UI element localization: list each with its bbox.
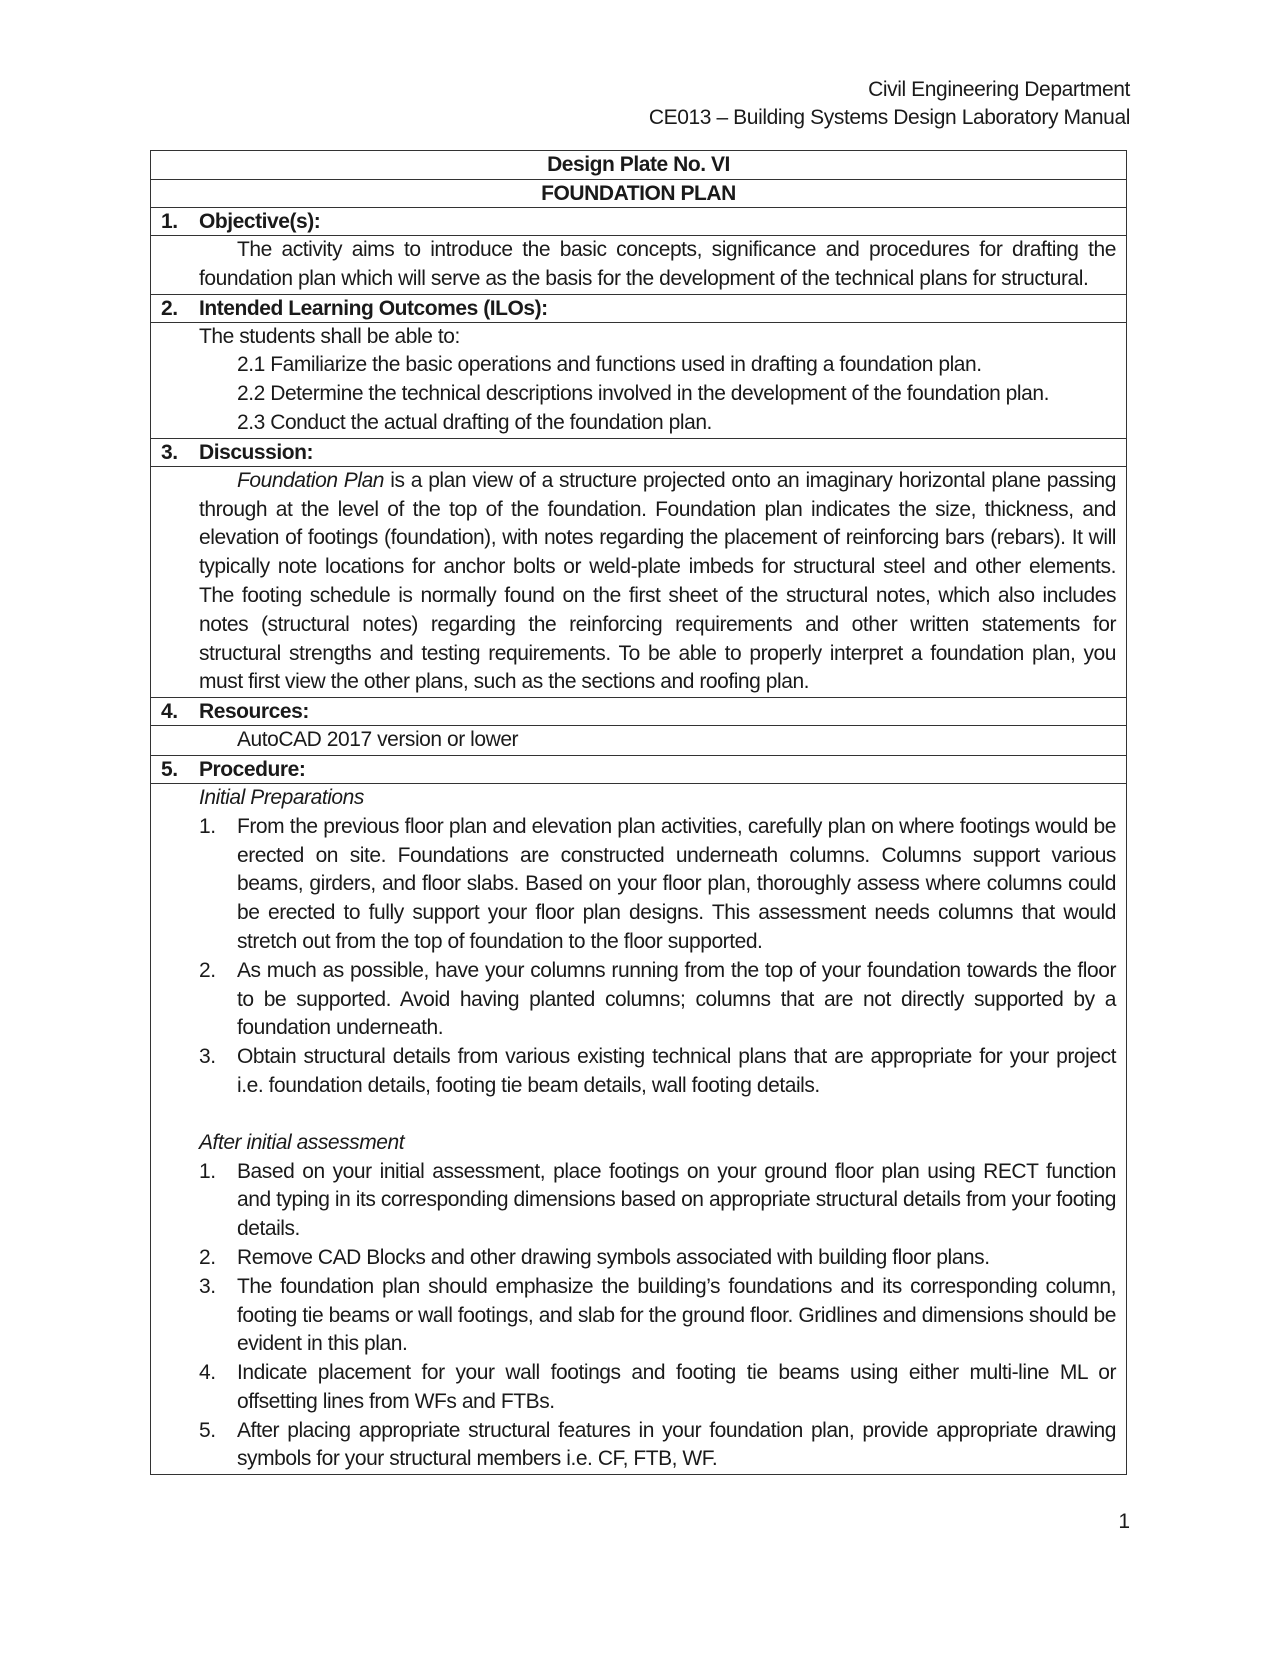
resources-text: AutoCAD 2017 version or lower [237, 728, 519, 752]
step-text: Based on your initial assessment, place footings on your ground floor plan using RECT function and typing in its corresponding dimensions based on appropriate structural details from your footing details. [237, 1159, 1116, 1241]
list-item [199, 1043, 1116, 1101]
section-number: 1. [161, 210, 178, 233]
section-procedure-heading [151, 755, 1126, 783]
section-discussion-heading [151, 438, 1126, 466]
section-title: Intended Learning Outcomes (ILOs): [199, 296, 548, 320]
department-name: Civil Engineering Department [868, 78, 1130, 101]
ilo-body [151, 322, 1126, 438]
plate-number: Design Plate No. VI [547, 153, 730, 176]
step-number: 4. [199, 1361, 216, 1385]
step-text: Remove CAD Blocks and other drawing symbols associated with building floor plans. [237, 1245, 990, 1269]
ilo-item: 2.1 Familiarize the basic operations and functions used in drafting a foundation plan. [237, 353, 982, 377]
after-steps-list [199, 1158, 1116, 1475]
manual-title: CE013 – Building Systems Design Laboratory Manual [648, 106, 1130, 129]
ilo-item: 2.3 Conduct the actual drafting of the foundation plan. [237, 410, 712, 434]
step-number: 2. [199, 1245, 216, 1269]
initial-steps-list [199, 813, 1116, 1101]
procedure-body [151, 783, 1126, 1474]
after-assessment-title: After initial assessment [199, 1130, 405, 1154]
page-number: 1 [1118, 1510, 1130, 1533]
list-item [199, 957, 1116, 1043]
discussion-term: Foundation Plan [237, 468, 385, 492]
discussion-paragraph [199, 467, 1116, 697]
objectives-text: The activity aims to introduce the basic concepts, significance and procedures for drafting the foundation plan which will serve as the basis for the development of the technical plans for structural. [199, 238, 1116, 290]
section-resources-heading [151, 697, 1126, 725]
section-title: Procedure: [199, 757, 306, 781]
step-text: As much as possible, have your columns running from the top of your foundation towards the floor to be supported. Avoid having planted columns; columns that are not directly supported by a foundation underneath. [237, 958, 1116, 1040]
section-number: 2. [161, 296, 178, 320]
step-number: 1. [199, 1159, 216, 1183]
discussion-text: is a plan view of a structure projected onto an imaginary horizontal plane passing through at the level of the top of the foundation. Foundation plan indicates the size, thickness, and elevation of footings (foundation), with notes regarding the placement of reinforcing bars (rebars). It will typically note locations for anchor bolts or weld-plate imbeds for structural steel and other elements. The footing schedule is normally found on the first sheet of the structural notes, which also includes notes (structural notes) regarding the reinforcing requirements and other written statements for structural strengths and testing requirements. To be able to properly interpret a foundation plan, you must first view the other plans, such as the sections and roofing plan. [199, 468, 1117, 694]
section-title: Discussion: [199, 440, 314, 464]
plate-title: FOUNDATION PLAN [151, 179, 1126, 207]
step-number: 2. [199, 958, 216, 982]
design-plate-table [150, 150, 1127, 1475]
list-item [199, 1244, 1116, 1273]
ilo-item: 2.2 Determine the technical descriptions involved in the development of the foundation plan. [237, 382, 1049, 406]
section-number: 5. [161, 757, 178, 781]
section-title: Objective(s): [199, 210, 321, 233]
ilo-intro: The students shall be able to: [199, 324, 460, 348]
discussion-body [151, 466, 1126, 697]
step-text: Indicate placement for your wall footings and footing tie beams using either multi-line ML or offsetting lines from WFs and FTBs. [237, 1361, 1116, 1413]
list-item [199, 1417, 1116, 1475]
step-text: Obtain structural details from various existing technical plans that are appropriate for your project i.e. foundation details, footing tie beam details, wall footing details. [237, 1045, 1116, 1097]
spacer [199, 1101, 1116, 1129]
step-text: From the previous floor plan and elevation plan activities, carefully plan on where footings would be erected on site. Foundations are constructed underneath columns. Columns support various beams, girders, and floor slabs. Based on your floor plan, thoroughly assess where columns could be erected to fully support your floor plan designs. This assessment needs columns that would stretch out from the top of foundation to the floor supported. [237, 814, 1116, 953]
resources-body [151, 725, 1126, 755]
section-objectives-heading [151, 207, 1126, 235]
page-header [649, 76, 1130, 132]
section-ilo-heading [151, 294, 1126, 322]
section-number: 4. [161, 700, 178, 724]
step-number: 5. [199, 1418, 216, 1442]
list-item [199, 813, 1116, 957]
list-item [199, 1158, 1116, 1244]
step-text: After placing appropriate structural features in your foundation plan, provide appropriate drawing symbols for your structural members i.e. CF, FTB, WF. [237, 1418, 1116, 1471]
list-item [199, 1359, 1116, 1417]
step-number: 1. [199, 814, 216, 838]
step-text: The foundation plan should emphasize the building’s foundations and its corresponding column, footing tie beams or wall footings, and slab for the ground floor. Gridlines and dimensions should be evident in this plan. [237, 1274, 1116, 1356]
step-number: 3. [199, 1045, 216, 1069]
objectives-body [151, 235, 1126, 294]
step-number: 3. [199, 1274, 216, 1298]
section-title: Resources: [199, 700, 309, 724]
section-number: 3. [161, 440, 178, 464]
list-item [199, 1273, 1116, 1359]
initial-preparations-title: Initial Preparations [199, 785, 364, 809]
